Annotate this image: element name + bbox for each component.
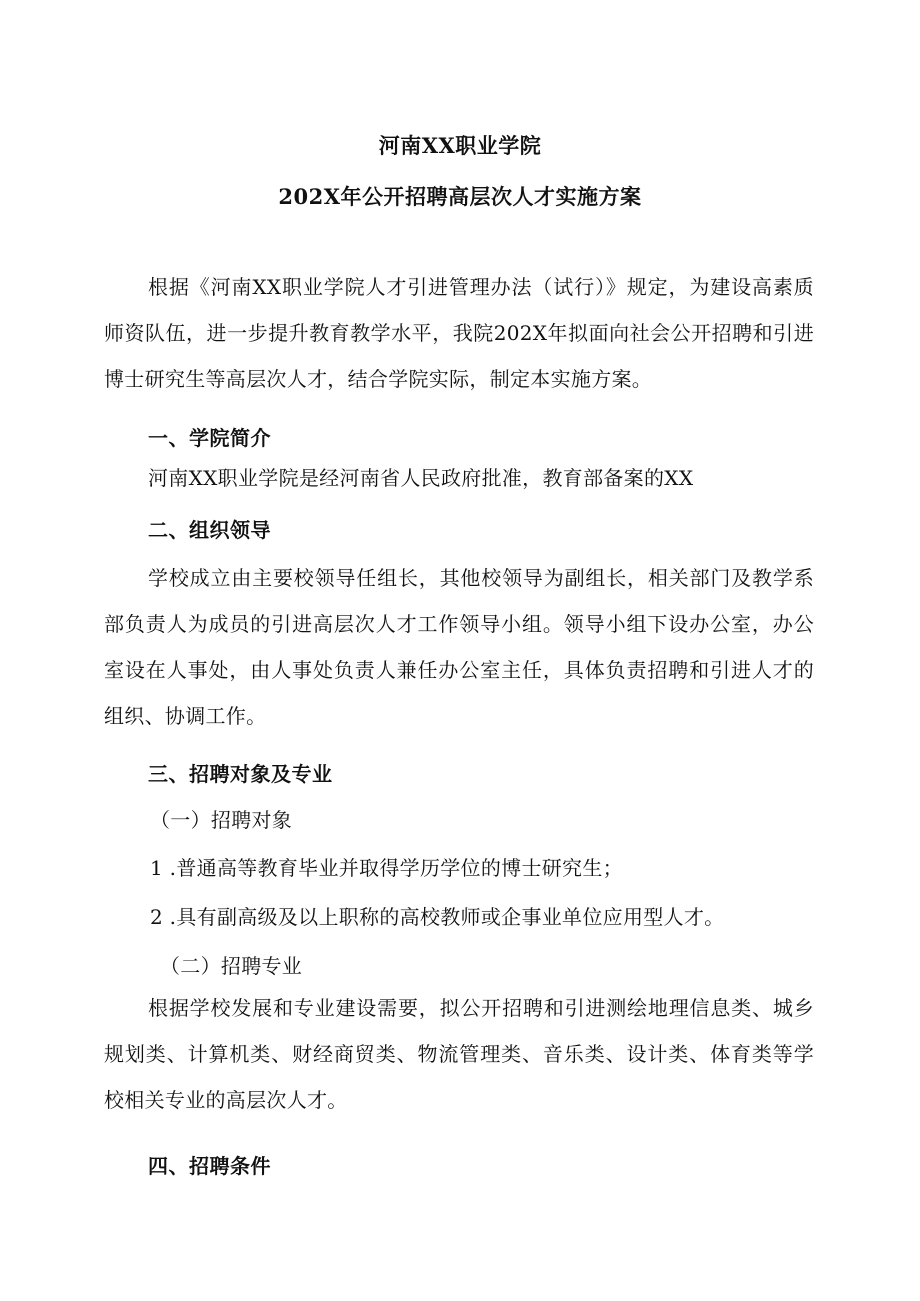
document-title-line2: 202X年公开招聘高层次人才实施方案 (278, 184, 642, 209)
section2-paragraph: 学校成立由主要校领导任组长，其他校领导为副组长，相关部门及教学系部负责人为成员的引进高层次人才工作领导小组。领导小组下设办公室，办公室设在人事处，由人事处负责人兼任办公室主任，具体负责招聘和引进人才的组织、协调工作。 (104, 566, 814, 728)
section1-heading: 一、学院简介 (148, 426, 271, 450)
section3-heading: 三、招聘对象及专业 (148, 762, 333, 786)
section3-subheading-1: （一）招聘对象 (150, 808, 293, 832)
document-title-line1: 河南XX职业学院 (378, 133, 542, 158)
section1-paragraph: 河南XX职业学院是经河南省人民政府批准，教育部备案的XX (148, 466, 694, 490)
section3-paragraph: 根据学校发展和专业建设需要，拟公开招聘和引进测绘地理信息类、城乡规划类、计算机类、财经商贸类、物流管理类、音乐类、设计类、体育类等学校相关专业的高层次人才。 (104, 996, 814, 1112)
section3-item-2: 2 .具有副高级及以上职称的高校教师或企事业单位应用型人才。 (150, 905, 725, 929)
section3-item-1: 1 .普通高等教育毕业并取得学历学位的博士研究生； (150, 856, 623, 880)
section3-subheading-2: （二）招聘专业 (160, 954, 303, 978)
section4-heading: 四、招聘条件 (148, 1154, 271, 1178)
intro-paragraph: 根据《河南XX职业学院人才引进管理办法（试行）》规定，为建设高素质师资队伍，进一步提升教育教学水平，我院202X年拟面向社会公开招聘和引进博士研究生等高层次人才，结合学院实际，制定本实施方案。 (104, 275, 814, 391)
section2-heading: 二、组织领导 (148, 518, 271, 542)
